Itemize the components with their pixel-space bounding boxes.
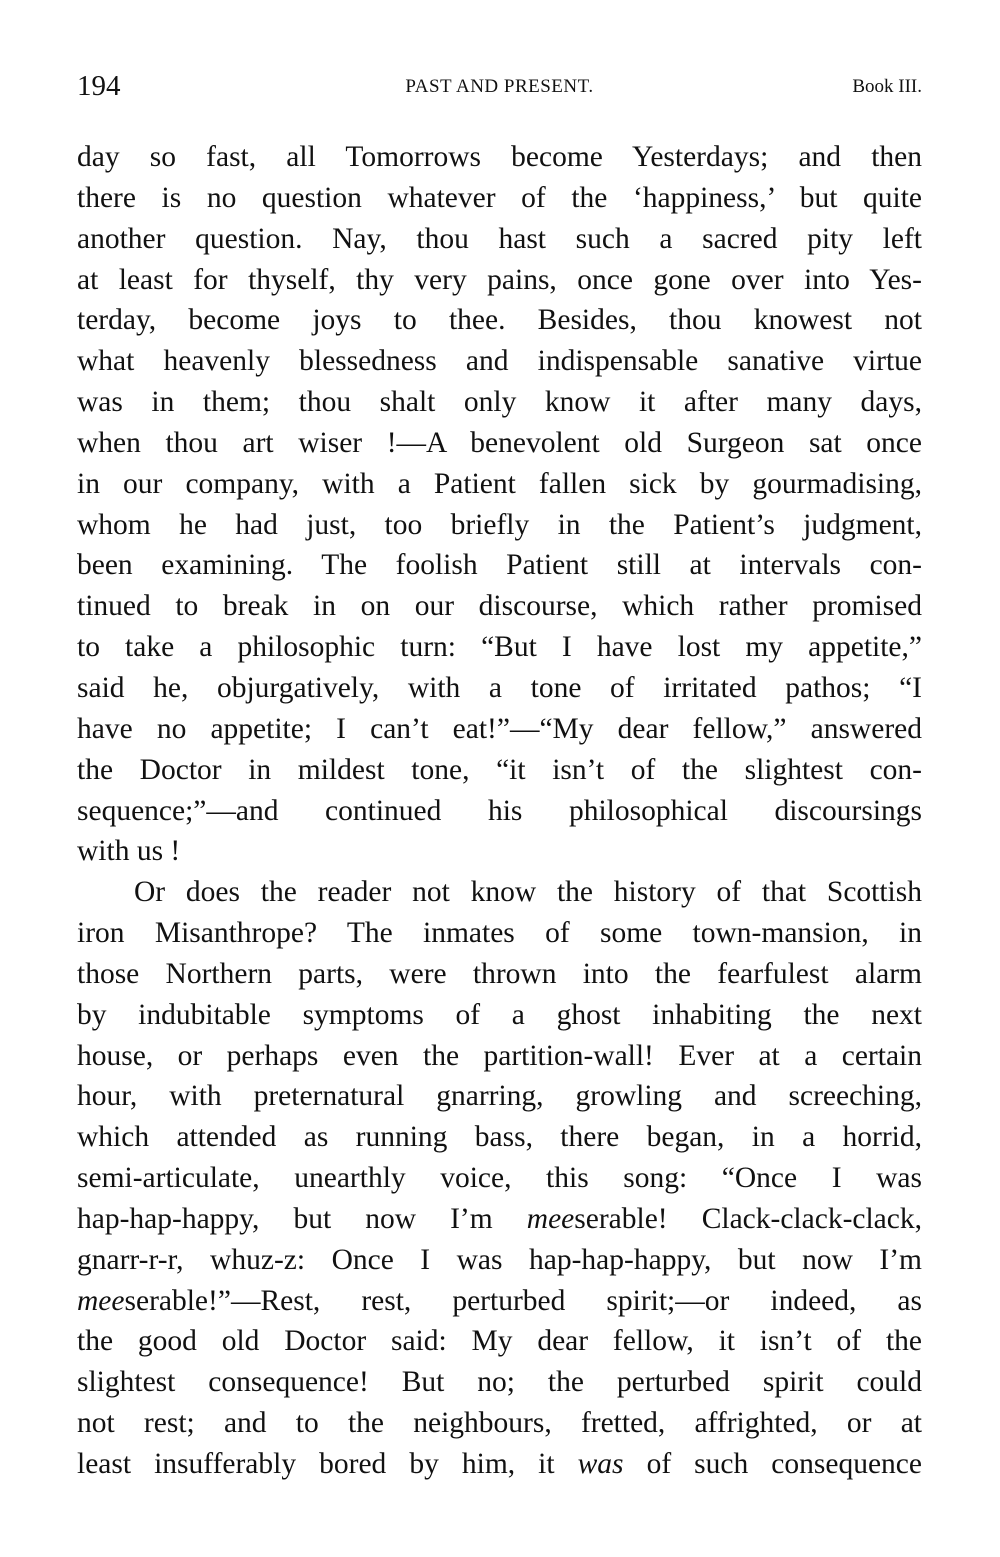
text-line: house, or perhaps even the partition-wall! Ever at a certain <box>77 1039 922 1072</box>
text-line: said he, objurgatively, with a tone of irritated pathos; “I <box>77 671 922 704</box>
text-line: in our company, with a Patient fallen sick by gourmadising, <box>77 467 922 500</box>
text-line: another question. Nay, thou hast such a sacred pity left <box>77 222 922 255</box>
book-label: Book III. <box>852 76 922 97</box>
text-line: was in them; thou shalt only know it after many days, <box>77 386 922 419</box>
italic-emphasis: mee <box>77 1284 125 1317</box>
text-segment: serable! Clack-clack-clack, <box>574 1202 922 1235</box>
text-line: gnarr-r-r, whuz-z: Once I was hap-hap-happy, but now I’m <box>77 1243 922 1276</box>
text-line: terday, become joys to thee. Besides, thou knowest not <box>77 304 922 337</box>
text-line: which attended as running bass, there began, in a horrid, <box>77 1121 922 1154</box>
text-line <box>77 1444 922 1485</box>
text-line: there is no question whatever of the ‘happiness,’ but quite <box>77 181 922 214</box>
italic-emphasis: was <box>577 1448 624 1480</box>
text-line: when thou art wiser !—A benevolent old Surgeon sat once <box>77 426 922 459</box>
text-line: day so fast, all Tomorrows become Yesterdays; and then <box>77 141 922 173</box>
running-title: PAST AND PRESENT. <box>405 76 594 97</box>
text-line: semi-articulate, unearthly voice, this song: “Once I was <box>77 1162 922 1195</box>
text-line: whom he had just, too briefly in the Patient’s judgment, <box>77 508 922 541</box>
text-line: iron Misanthrope? The inmates of some town-mansion, in <box>77 917 922 950</box>
text-line: by indubitable symptoms of a ghost inhabiting the next <box>77 998 922 1031</box>
italic-emphasis: mee <box>526 1202 575 1235</box>
text-line: the Doctor in mildest tone, “it isn’t of the slightest con- <box>77 753 922 786</box>
text-line: hour, with preternatural gnarring, growling and screeching, <box>77 1080 922 1113</box>
text-line: with us ! <box>77 835 181 868</box>
text-line: sequence;”—and continued his philosophical discoursings <box>77 794 922 827</box>
text-line: to take a philosophic turn: “But I have lost my appetite,” <box>77 631 922 664</box>
text-segment: of such consequence <box>623 1448 922 1480</box>
text-line: slightest consequence! But no; the perturbed spirit could <box>77 1366 922 1399</box>
text-line: tinued to break in on our discourse, which rather promised <box>77 590 922 623</box>
text-line: those Northern parts, were thrown into the fearfulest alarm <box>77 957 922 990</box>
text-segment: least insufferably bored by him, it <box>77 1448 578 1480</box>
text-line: at least for thyself, thy very pains, once gone over into Yes- <box>77 263 922 296</box>
text-line: been examining. The foolish Patient still at intervals con- <box>77 549 922 582</box>
text-line: the good old Doctor said: My dear fellow, it isn’t of the <box>77 1325 922 1358</box>
text-line <box>77 1281 922 1322</box>
text-segment: serable!”—Rest, rest, perturbed spirit;—or indeed, as <box>124 1284 922 1317</box>
text-segment: hap-hap-happy, but now I’m <box>77 1202 527 1235</box>
page-number: 194 <box>77 70 121 102</box>
text-line: not rest; and to the neighbours, fretted, affrighted, or at <box>77 1407 922 1440</box>
running-header <box>77 70 922 106</box>
text-line: Or does the reader not know the history of that Scottish <box>134 876 922 909</box>
text-line <box>77 1199 922 1240</box>
text-line: what heavenly blessedness and indispensable sanative virtue <box>77 345 922 378</box>
body-text <box>77 137 922 1485</box>
text-line: have no appetite; I can’t eat!”—“My dear fellow,” answered <box>77 712 922 745</box>
